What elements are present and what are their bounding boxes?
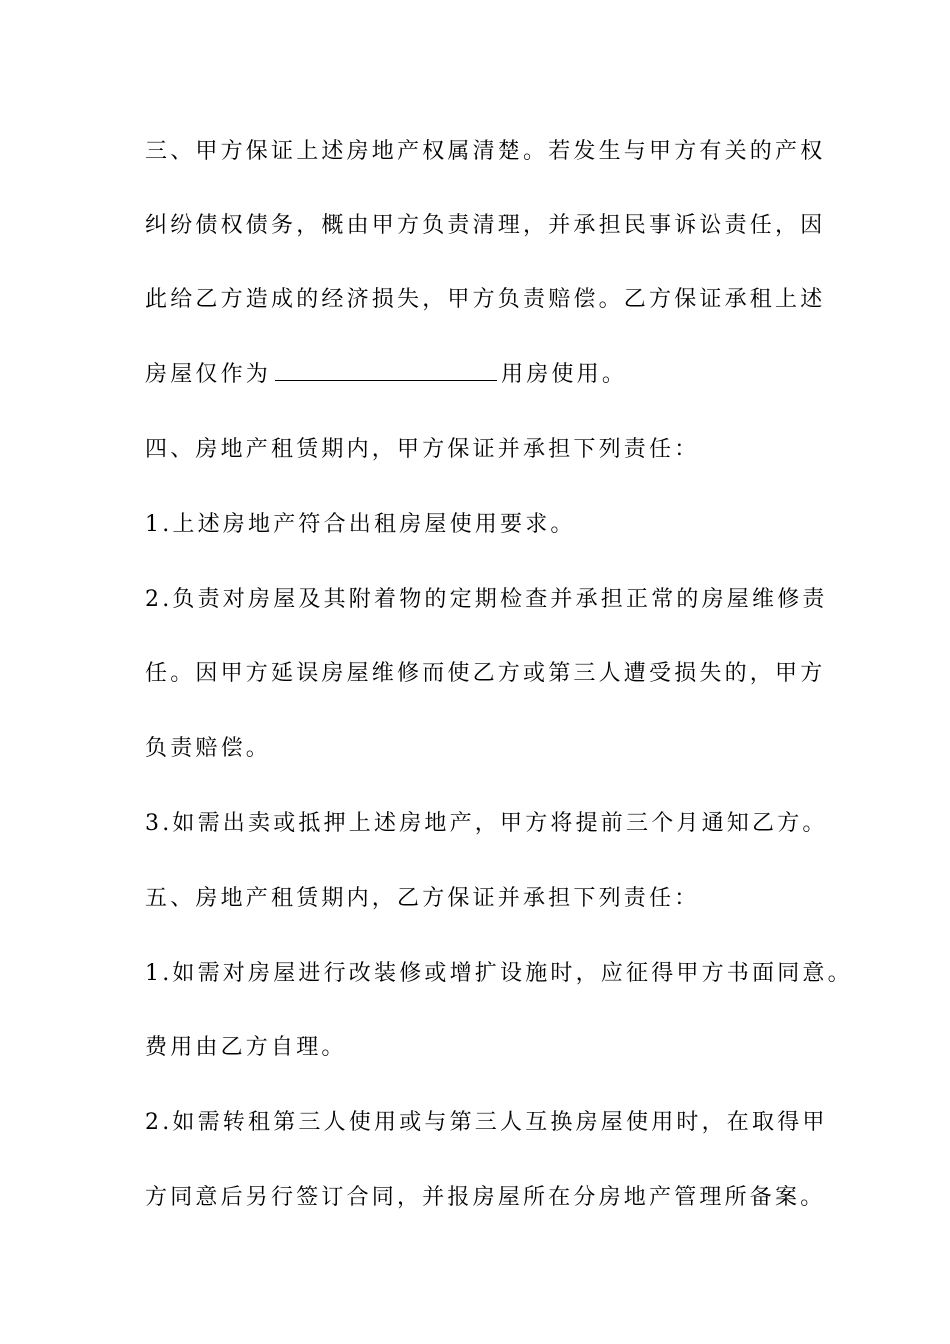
line-text-after-blank: 用房使用。: [501, 362, 628, 387]
paragraph-line: 三、甲方保证上述房地产权属清楚。若发生与甲方有关的产权: [145, 139, 826, 164]
paragraph-line: 方同意后另行签订合同，并报房屋所在分房地产管理所备案。: [145, 1185, 826, 1210]
fill-in-blank[interactable]: [275, 362, 497, 381]
paragraph-line: 负责赔偿。: [145, 736, 272, 761]
list-item: 2.负责对房屋及其附着物的定期检查并承担正常的房屋维修责: [145, 587, 828, 612]
paragraph-line: 纠纷债权债务，概由甲方负责清理，并承担民事诉讼责任，因: [145, 213, 826, 238]
section-heading: 四、房地产租赁期内，甲方保证并承担下列责任：: [145, 437, 700, 462]
list-item: 2.如需转租第三人使用或与第三人互换房屋使用时，在取得甲: [145, 1110, 828, 1135]
list-item: 1.如需对房屋进行改装修或增扩设施时，应征得甲方书面同意。: [145, 961, 853, 986]
paragraph-line-with-blank: [145, 360, 627, 390]
paragraph-line: 此给乙方造成的经济损失，甲方负责赔偿。乙方保证承租上述: [145, 287, 826, 312]
list-item: 1.上述房地产符合出租房屋使用要求。: [145, 512, 576, 537]
section-heading: 五、房地产租赁期内，乙方保证并承担下列责任：: [145, 886, 700, 911]
paragraph-line: 任。因甲方延误房屋维修而使乙方或第三人遭受损失的，甲方: [145, 661, 826, 686]
list-item: 3.如需出卖或抵押上述房地产，甲方将提前三个月通知乙方。: [145, 811, 828, 836]
line-text-before-blank: 房屋仅作为: [145, 362, 272, 387]
paragraph-line: 费用由乙方自理。: [145, 1035, 347, 1060]
